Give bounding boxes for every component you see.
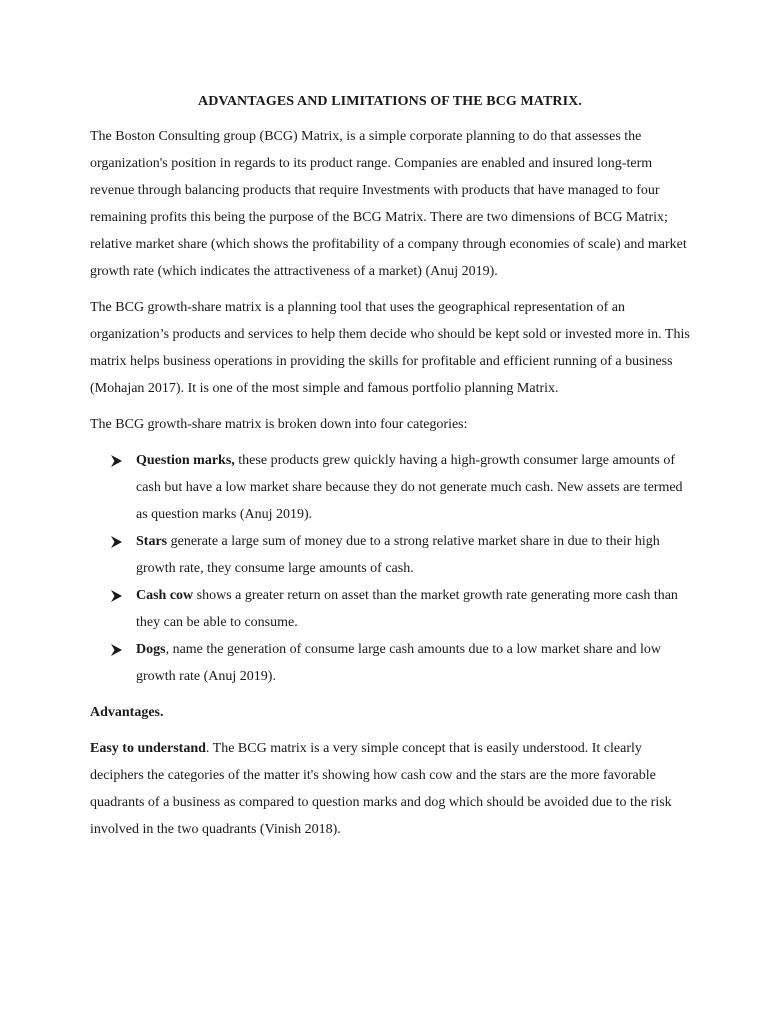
arrowhead-bullet-icon bbox=[111, 447, 125, 474]
list-item-term: Dogs bbox=[136, 642, 166, 657]
arrowhead-bullet-icon bbox=[111, 582, 125, 609]
list-item-stars bbox=[90, 528, 690, 582]
categories-intro-paragraph: The BCG growth-share matrix is broken down into four categories: bbox=[90, 417, 468, 432]
document-body bbox=[90, 92, 690, 852]
list-item-question-marks bbox=[90, 447, 690, 528]
categories-list bbox=[90, 447, 690, 690]
list-item-text: these products grew quickly having a high-growth consumer large amounts of cash but have a low market share because they do not generate much cash. New assets are termed as question marks (Anuj 2019). bbox=[136, 453, 683, 522]
list-item-term: Cash cow bbox=[136, 588, 194, 603]
list-item-text: shows a greater return on asset than the market growth rate generating more cash than they can be able to consume. bbox=[136, 588, 678, 630]
arrowhead-bullet-icon bbox=[111, 528, 125, 555]
list-item-text: , name the generation of consume large cash amounts due to a low market share and low growth rate (Anuj 2019). bbox=[136, 642, 661, 684]
list-item-term: Stars bbox=[136, 534, 168, 549]
list-item-term: Question marks, bbox=[136, 453, 235, 468]
advantages-heading: Advantages. bbox=[90, 705, 164, 720]
document-title: ADVANTAGES AND LIMITATIONS OF THE BCG MATRIX. bbox=[198, 94, 582, 109]
growth-share-paragraph: The BCG growth-share matrix is a planning tool that uses the geographical representation of an organization’s products and services to help them decide who should be kept sold or invested more in. This matrix helps business operations in providing the skills for profitable and efficient running of a business (Mohajan 2017). It is one of the most simple and famous portfolio planning Matrix. bbox=[90, 300, 690, 396]
intro-paragraph: The Boston Consulting group (BCG) Matrix, is a simple corporate planning to do that assesses the organization's position in regards to its product range. Companies are enabled and insured long-term revenue through balancing products that require Investments with products that have managed to four remaining profits this being the purpose of the BCG Matrix. There are two dimensions of BCG Matrix; relative market share (which shows the profitability of a company through economies of scale) and market growth rate (which indicates the attractiveness of a market) (Anuj 2019). bbox=[90, 129, 687, 279]
advantage-term: Easy to understand bbox=[90, 741, 206, 756]
list-item-cash-cow bbox=[90, 582, 690, 636]
advantage-easy-to-understand-paragraph bbox=[90, 735, 690, 843]
arrowhead-bullet-icon bbox=[111, 636, 125, 663]
list-item-text: generate a large sum of money due to a strong relative market share in due to their high growth rate, they consume large amounts of cash. bbox=[136, 534, 660, 576]
list-item-dogs bbox=[90, 636, 690, 690]
advantage-text: . The BCG matrix is a very simple concept that is easily understood. It clearly deciphers the categories of the matter it's showing how cash cow and the stars are the more favorable quadrants of a business as compared to question marks and dog which should be avoided due to the risk involved in the two quadrants (Vinish 2018). bbox=[90, 741, 672, 837]
